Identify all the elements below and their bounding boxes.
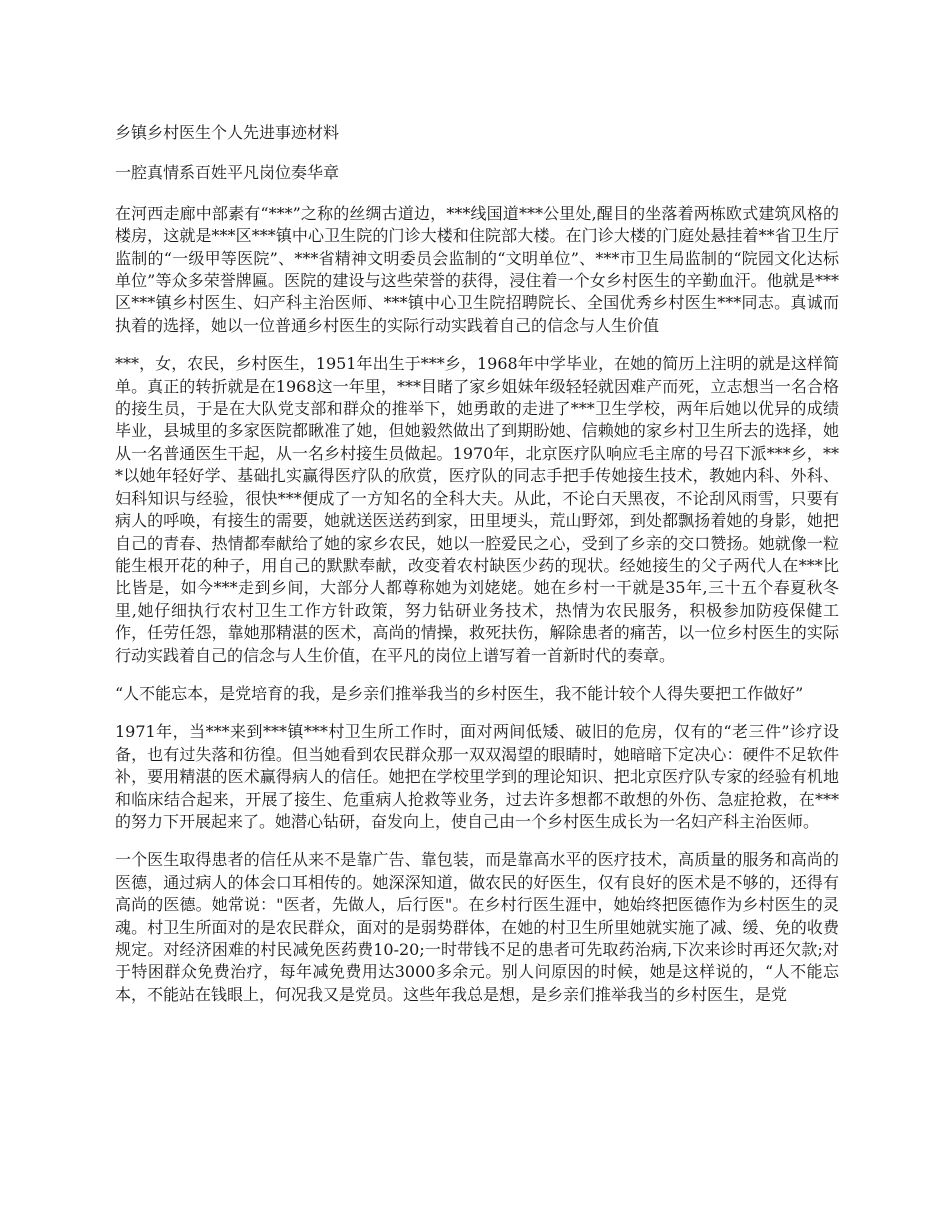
document-page xyxy=(115,122,839,1022)
paragraph-quote: “人不能忘本，是党培育的我，是乡亲们推举我当的乡村医生，我不能计较个人得失要把工作做好” xyxy=(115,683,804,703)
paragraph-biography: ***，女，农民，乡村医生，1951年出生于***乡，1968年中学毕业，在她的简历上注明的就是这样简单。真正的转折就是在1968这一年里，***目睹了家乡姐妹年级轻轻就因难产而死，立志想当一名合格的接生员，于是在大队党支部和群众的推举下，她勇敢的走进了***卫生学校，两年后她以优异的成绩毕业，县城里的多家医院都瞅准了她，但她毅然做出了到期盼她、信赖她的家乡村卫生所去的选择，她从一名普通医生干起，从一名乡村接生员做起。1970年，北京医疗队响应毛主席的号召下派***乡，***以她年轻好学、基础扎实赢得医疗队的欣赏，医疗队的同志手把手传她接生技术，教她内科、外科、妇科知识与经验，很快***便成了一方知名的全科大夫。从此，不论白天黑夜，不论刮风雨雪，只要有病人的呼唤，有接生的需要，她就送医送药到家，田里埂头，荒山野郊，到处都飘扬着她的身影，她把自己的青春、热情都奉献给了她的家乡农民，她以一腔爱民之心，受到了乡亲的交口赞扬。她就像一粒能生根开花的种子，用自己的默默奉献，改变着农村缺医少药的现状。经她接生的父子两代人在***比比皆是，如今***走到乡间，大部分人都尊称她为刘姥姥。她在乡村一干就是35年,三十五个春夏秋冬里,她仔细执行农村卫生工作方针政策，努力钻研业务技术，热情为农民服务，积极参加防疫保健工作，任劳任怨，靠她那精湛的医术，高尚的情操，救死扶伤，解除患者的痛苦，以一位乡村医生的实际行动实践着自己的信念与人生价值，在平凡的岗位上谱写着一首新时代的奏章。 xyxy=(115,354,839,665)
document-title: 乡镇乡村医生个人先进事迹材料 xyxy=(115,123,340,142)
paragraph-1971: 1971年，当***来到***镇***村卫生所工作时，面对两间低矮、破旧的危房，仅有的“老三件”诊疗设备，也有过失落和彷徨。但当她看到农民群众那一双双渴望的眼睛时，她暗暗下定决心：硬件不足软件补，要用精湛的医术赢得病人的信任。她把在学校里学到的理论知识、把北京医疗队专家的经验有机地和临床结合起来，开展了接生、危重病人抢救等业务，过去许多想都不敢想的外伤、急症抢救，在***的努力下开展起来了。她潜心钻研，奋发向上，使自己由一个乡村医生成长为一名妇产科主治医师。 xyxy=(115,722,839,831)
paragraph-medical-ethics: 一个医生取得患者的信任从来不是靠广告、靠包装，而是靠高水平的医疗技术，高质量的服务和高尚的医德，通过病人的体会口耳相传的。她深深知道，做农民的好医生，仅有良好的医术是不够的，还得有高尚的医德。她常说："医者，先做人，后行医"。在乡村行医生涯中，她始终把医德作为乡村医生的灵魂。村卫生所面对的是农民群众，面对的是弱势群体，在她的村卫生所里她就实施了减、缓、免的收费规定。对经济困难的村民减免医药费10-20;一时带钱不足的患者可先取药治病,下次来诊时再还欠款;对于特困群众免费治疗，每年减免费用达3000多余元。别人问原因的时候，她是这样说的，“人不能忘本，不能站在钱眼上，何况我又是党员。这些年我总是想，是乡亲们推举我当的乡村医生，是党 xyxy=(115,850,839,1004)
document-subtitle: 一腔真情系百姓平凡岗位奏华章 xyxy=(115,163,340,183)
paragraph-intro: 在河西走廊中部素有“***”之称的丝绸古道边，***线国道***公里处,醒目的坐落着两栋欧式建筑风格的楼房，这就是***区***镇中心卫生院的门诊大楼和住院部大楼。在门诊大楼的门庭处悬挂着**省卫生厅监制的“一级甲等医院”、***省精神文明委员会监制的“文明单位”、***市卫生局监制的“院园文化达标单位”等众多荣誉牌匾。医院的建设与这些荣誉的获得，浸住着一个女乡村医生的辛勤血汗。他就是***区***镇乡村医生、妇产科主治医师、***镇中心卫生院招聘院长、全国优秀乡村医生***同志。真诚而执着的选择，她以一位普通乡村医生的实际行动实践着自己的信念与人生价值 xyxy=(115,203,839,335)
